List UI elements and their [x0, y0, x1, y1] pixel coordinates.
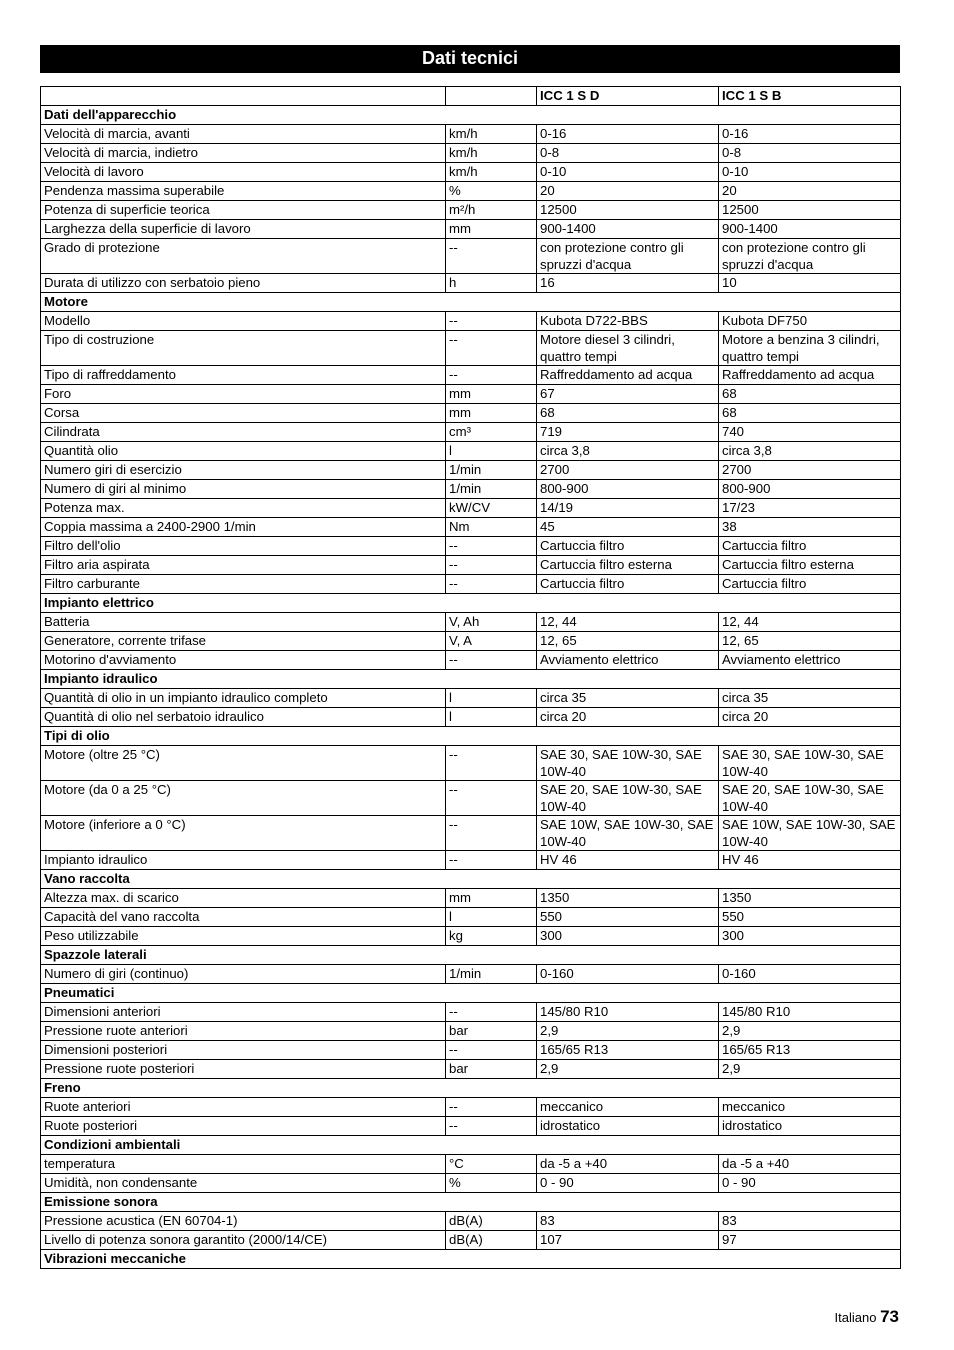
spec-value-cell-model-1: 0-8 [537, 144, 719, 163]
table-row [41, 331, 901, 366]
table-row [41, 851, 901, 870]
table-row [41, 385, 901, 404]
spec-label-cell: Quantità olio [41, 442, 446, 461]
spec-label-cell: Pressione acustica (EN 60704-1) [41, 1212, 446, 1231]
spec-label-cell: Umidità, non condensante [41, 1174, 446, 1193]
table-row [41, 312, 901, 331]
section-heading: Condizioni ambientali [41, 1136, 901, 1155]
spec-unit-cell: bar [446, 1060, 537, 1079]
spec-unit-cell: V, Ah [446, 613, 537, 632]
spec-unit-cell: -- [446, 1003, 537, 1022]
spec-value-cell-model-2: SAE 10W, SAE 10W-30, SAE 10W-40 [719, 816, 901, 851]
spec-value-cell-model-2: 12, 65 [719, 632, 901, 651]
spec-unit-cell: -- [446, 781, 537, 816]
table-row [41, 556, 901, 575]
section-row [41, 984, 901, 1003]
spec-value-cell-model-1: Motore diesel 3 cilindri, quattro tempi [537, 331, 719, 366]
table-row [41, 1174, 901, 1193]
spec-unit-cell: mm [446, 385, 537, 404]
spec-unit-cell: mm [446, 889, 537, 908]
spec-unit-cell: -- [446, 575, 537, 594]
spec-value-cell-model-1: 67 [537, 385, 719, 404]
spec-label-cell: Numero giri di esercizio [41, 461, 446, 480]
spec-value-cell-model-1: circa 35 [537, 689, 719, 708]
section-heading: Impianto elettrico [41, 594, 901, 613]
spec-unit-cell: m²/h [446, 201, 537, 220]
table-row [41, 746, 901, 781]
spec-value-cell-model-1: Cartuccia filtro [537, 575, 719, 594]
table-row [41, 1212, 901, 1231]
spec-unit-cell: V, A [446, 632, 537, 651]
spec-value-cell-model-2: 0-16 [719, 125, 901, 144]
table-row [41, 201, 901, 220]
spec-value-cell-model-1: 300 [537, 927, 719, 946]
spec-unit-cell: -- [446, 816, 537, 851]
spec-label-cell: Ruote anteriori [41, 1098, 446, 1117]
spec-label-cell: Motore (oltre 25 °C) [41, 746, 446, 781]
spec-value-cell-model-2: Avviamento elettrico [719, 651, 901, 670]
spec-value-cell-model-2: HV 46 [719, 851, 901, 870]
spec-label-cell: Foro [41, 385, 446, 404]
spec-unit-cell: kg [446, 927, 537, 946]
spec-label-cell: Filtro aria aspirata [41, 556, 446, 575]
table-row [41, 125, 901, 144]
spec-label-cell: Motore (inferiore a 0 °C) [41, 816, 446, 851]
spec-unit-cell: h [446, 274, 537, 293]
section-row [41, 946, 901, 965]
spec-value-cell-model-2: 68 [719, 385, 901, 404]
spec-value-cell-model-2: 38 [719, 518, 901, 537]
page-number: 73 [880, 1307, 899, 1326]
table-row [41, 423, 901, 442]
spec-unit-cell: l [446, 689, 537, 708]
spec-unit-cell: -- [446, 1098, 537, 1117]
table-row [41, 518, 901, 537]
spec-value-cell-model-1: 0-10 [537, 163, 719, 182]
spec-unit-cell: l [446, 442, 537, 461]
section-row [41, 870, 901, 889]
spec-value-cell-model-2: meccanico [719, 1098, 901, 1117]
section-row [41, 1193, 901, 1212]
table-row [41, 1003, 901, 1022]
spec-label-cell: Pendenza massima superabile [41, 182, 446, 201]
table-row [41, 613, 901, 632]
spec-unit-cell: l [446, 908, 537, 927]
table-row [41, 239, 901, 274]
spec-unit-cell: % [446, 1174, 537, 1193]
spec-value-cell-model-1: 107 [537, 1231, 719, 1250]
footer-language: Italiano [834, 1310, 877, 1325]
spec-unit-cell: °C [446, 1155, 537, 1174]
spec-value-cell-model-1: circa 20 [537, 708, 719, 727]
table-row [41, 1117, 901, 1136]
section-heading: Impianto idraulico [41, 670, 901, 689]
spec-label-cell: Dimensioni posteriori [41, 1041, 446, 1060]
spec-label-cell: Tipo di costruzione [41, 331, 446, 366]
spec-label-cell: Dimensioni anteriori [41, 1003, 446, 1022]
spec-value-cell-model-2: 17/23 [719, 499, 901, 518]
table-row [41, 182, 901, 201]
spec-unit-cell: % [446, 182, 537, 201]
table-header-row [41, 87, 901, 106]
spec-value-cell-model-1: da -5 a +40 [537, 1155, 719, 1174]
spec-value-cell-model-2: Motore a benzina 3 cilindri, quattro tempi [719, 331, 901, 366]
table-row [41, 366, 901, 385]
table-row [41, 1155, 901, 1174]
table-row [41, 575, 901, 594]
spec-value-cell-model-1: 83 [537, 1212, 719, 1231]
spec-value-cell-model-1: Cartuccia filtro [537, 537, 719, 556]
spec-value-cell-model-2: 1350 [719, 889, 901, 908]
table-row [41, 889, 901, 908]
spec-value-cell-model-2: circa 35 [719, 689, 901, 708]
spec-value-cell-model-2: 2,9 [719, 1060, 901, 1079]
spec-unit-cell: l [446, 708, 537, 727]
spec-label-cell: Velocità di marcia, avanti [41, 125, 446, 144]
header-cell-unit [446, 87, 537, 106]
spec-value-cell-model-1: meccanico [537, 1098, 719, 1117]
spec-label-cell: Motorino d'avviamento [41, 651, 446, 670]
spec-value-cell-model-1: 145/80 R10 [537, 1003, 719, 1022]
spec-value-cell-model-2: 300 [719, 927, 901, 946]
spec-unit-cell: mm [446, 404, 537, 423]
spec-value-cell-model-2: 0-160 [719, 965, 901, 984]
table-row [41, 816, 901, 851]
spec-value-cell-model-2: 20 [719, 182, 901, 201]
spec-value-cell-model-1: Cartuccia filtro esterna [537, 556, 719, 575]
table-row [41, 461, 901, 480]
spec-value-cell-model-1: circa 3,8 [537, 442, 719, 461]
spec-value-cell-model-2: Cartuccia filtro [719, 537, 901, 556]
section-heading: Pneumatici [41, 984, 901, 1003]
spec-label-cell: Pressione ruote posteriori [41, 1060, 446, 1079]
spec-label-cell: Generatore, corrente trifase [41, 632, 446, 651]
spec-unit-cell: bar [446, 1022, 537, 1041]
section-heading: Motore [41, 293, 901, 312]
specs-table [40, 86, 901, 1269]
spec-label-cell: Batteria [41, 613, 446, 632]
table-row [41, 908, 901, 927]
section-heading: Tipi di olio [41, 727, 901, 746]
spec-value-cell-model-2: 0 - 90 [719, 1174, 901, 1193]
table-row [41, 404, 901, 423]
spec-unit-cell: kW/CV [446, 499, 537, 518]
spec-label-cell: Velocità di lavoro [41, 163, 446, 182]
spec-value-cell-model-2: 68 [719, 404, 901, 423]
spec-value-cell-model-1: Avviamento elettrico [537, 651, 719, 670]
spec-label-cell: Motore (da 0 a 25 °C) [41, 781, 446, 816]
spec-label-cell: Capacità del vano raccolta [41, 908, 446, 927]
section-row [41, 1079, 901, 1098]
table-row [41, 537, 901, 556]
specs-table-body [41, 87, 901, 1269]
spec-unit-cell: -- [446, 851, 537, 870]
spec-value-cell-model-2: 12, 44 [719, 613, 901, 632]
spec-unit-cell: -- [446, 746, 537, 781]
spec-value-cell-model-1: 800-900 [537, 480, 719, 499]
spec-label-cell: Grado di protezione [41, 239, 446, 274]
spec-unit-cell: -- [446, 537, 537, 556]
spec-unit-cell: -- [446, 366, 537, 385]
spec-value-cell-model-1: 45 [537, 518, 719, 537]
spec-label-cell: Tipo di raffreddamento [41, 366, 446, 385]
spec-label-cell: temperatura [41, 1155, 446, 1174]
table-row [41, 144, 901, 163]
spec-value-cell-model-1: 2,9 [537, 1022, 719, 1041]
table-row [41, 274, 901, 293]
spec-value-cell-model-2: 165/65 R13 [719, 1041, 901, 1060]
spec-value-cell-model-1: 0 - 90 [537, 1174, 719, 1193]
spec-unit-cell: 1/min [446, 965, 537, 984]
spec-value-cell-model-2: circa 20 [719, 708, 901, 727]
spec-label-cell: Filtro dell'olio [41, 537, 446, 556]
spec-label-cell: Quantità di olio in un impianto idraulico completo [41, 689, 446, 708]
table-row [41, 442, 901, 461]
table-row [41, 1041, 901, 1060]
spec-unit-cell: 1/min [446, 461, 537, 480]
spec-value-cell-model-2: Raffreddamento ad acqua [719, 366, 901, 385]
spec-value-cell-model-2: con protezione contro gli spruzzi d'acqua [719, 239, 901, 274]
spec-value-cell-model-2: 0-8 [719, 144, 901, 163]
spec-value-cell-model-1: 2,9 [537, 1060, 719, 1079]
section-row [41, 670, 901, 689]
spec-label-cell: Livello di potenza sonora garantito (2000/14/CE) [41, 1231, 446, 1250]
spec-label-cell: Altezza max. di scarico [41, 889, 446, 908]
spec-value-cell-model-2: 12500 [719, 201, 901, 220]
table-row [41, 708, 901, 727]
spec-unit-cell: -- [446, 1117, 537, 1136]
section-heading: Vano raccolta [41, 870, 901, 889]
spec-unit-cell: mm [446, 220, 537, 239]
spec-value-cell-model-2: 2,9 [719, 1022, 901, 1041]
table-row [41, 220, 901, 239]
spec-unit-cell: dB(A) [446, 1212, 537, 1231]
spec-label-cell: Peso utilizzabile [41, 927, 446, 946]
spec-value-cell-model-1: 12500 [537, 201, 719, 220]
spec-value-cell-model-1: 2700 [537, 461, 719, 480]
table-row [41, 499, 901, 518]
spec-value-cell-model-2: idrostatico [719, 1117, 901, 1136]
spec-value-cell-model-2: circa 3,8 [719, 442, 901, 461]
spec-label-cell: Filtro carburante [41, 575, 446, 594]
spec-unit-cell: -- [446, 1041, 537, 1060]
spec-unit-cell: km/h [446, 163, 537, 182]
table-row [41, 651, 901, 670]
table-row [41, 1060, 901, 1079]
spec-label-cell: Impianto idraulico [41, 851, 446, 870]
spec-label-cell: Cilindrata [41, 423, 446, 442]
spec-unit-cell: -- [446, 312, 537, 331]
spec-label-cell: Coppia massima a 2400-2900 1/min [41, 518, 446, 537]
table-row [41, 927, 901, 946]
spec-unit-cell: -- [446, 651, 537, 670]
spec-unit-cell: km/h [446, 144, 537, 163]
spec-unit-cell: -- [446, 239, 537, 274]
spec-value-cell-model-2: 550 [719, 908, 901, 927]
spec-value-cell-model-1: SAE 10W, SAE 10W-30, SAE 10W-40 [537, 816, 719, 851]
section-row [41, 1136, 901, 1155]
spec-value-cell-model-2: 2700 [719, 461, 901, 480]
spec-unit-cell: cm³ [446, 423, 537, 442]
spec-value-cell-model-1: Raffreddamento ad acqua [537, 366, 719, 385]
spec-value-cell-model-1: 12, 44 [537, 613, 719, 632]
section-row [41, 727, 901, 746]
spec-value-cell-model-2: SAE 30, SAE 10W-30, SAE 10W-40 [719, 746, 901, 781]
section-heading: Freno [41, 1079, 901, 1098]
spec-value-cell-model-1: 0-16 [537, 125, 719, 144]
header-cell-model-2: ICC 1 S B [719, 87, 901, 106]
spec-value-cell-model-1: con protezione contro gli spruzzi d'acqua [537, 239, 719, 274]
spec-value-cell-model-1: 719 [537, 423, 719, 442]
section-row [41, 1250, 901, 1269]
spec-value-cell-model-1: 0-160 [537, 965, 719, 984]
spec-label-cell: Potenza di superficie teorica [41, 201, 446, 220]
spec-value-cell-model-1: 14/19 [537, 499, 719, 518]
spec-value-cell-model-2: 900-1400 [719, 220, 901, 239]
spec-label-cell: Numero di giri al minimo [41, 480, 446, 499]
spec-value-cell-model-2: 97 [719, 1231, 901, 1250]
spec-label-cell: Ruote posteriori [41, 1117, 446, 1136]
table-row [41, 1098, 901, 1117]
spec-value-cell-model-1: 12, 65 [537, 632, 719, 651]
spec-value-cell-model-1: idrostatico [537, 1117, 719, 1136]
spec-unit-cell: 1/min [446, 480, 537, 499]
spec-value-cell-model-1: Kubota D722-BBS [537, 312, 719, 331]
spec-unit-cell: dB(A) [446, 1231, 537, 1250]
spec-value-cell-model-1: SAE 30, SAE 10W-30, SAE 10W-40 [537, 746, 719, 781]
table-row [41, 632, 901, 651]
spec-unit-cell: km/h [446, 125, 537, 144]
spec-label-cell: Potenza max. [41, 499, 446, 518]
header-cell-label [41, 87, 446, 106]
table-row [41, 1022, 901, 1041]
spec-value-cell-model-2: 10 [719, 274, 901, 293]
spec-label-cell: Durata di utilizzo con serbatoio pieno [41, 274, 446, 293]
spec-value-cell-model-1: HV 46 [537, 851, 719, 870]
spec-value-cell-model-2: 800-900 [719, 480, 901, 499]
spec-value-cell-model-2: Cartuccia filtro [719, 575, 901, 594]
section-row [41, 106, 901, 125]
spec-value-cell-model-1: SAE 20, SAE 10W-30, SAE 10W-40 [537, 781, 719, 816]
section-heading: Spazzole laterali [41, 946, 901, 965]
table-row [41, 480, 901, 499]
header-cell-model-1: ICC 1 S D [537, 87, 719, 106]
spec-label-cell: Modello [41, 312, 446, 331]
section-heading: Vibrazioni meccaniche [41, 1250, 901, 1269]
spec-value-cell-model-2: Cartuccia filtro esterna [719, 556, 901, 575]
spec-unit-cell: -- [446, 331, 537, 366]
section-heading: Dati dell'apparecchio [41, 106, 901, 125]
spec-value-cell-model-1: 165/65 R13 [537, 1041, 719, 1060]
section-row [41, 594, 901, 613]
spec-value-cell-model-1: 1350 [537, 889, 719, 908]
section-row [41, 293, 901, 312]
spec-label-cell: Quantità di olio nel serbatoio idraulico [41, 708, 446, 727]
spec-label-cell: Larghezza della superficie di lavoro [41, 220, 446, 239]
spec-unit-cell: -- [446, 556, 537, 575]
spec-unit-cell: Nm [446, 518, 537, 537]
table-row [41, 689, 901, 708]
page-title: Dati tecnici [40, 45, 900, 73]
table-row [41, 1231, 901, 1250]
spec-value-cell-model-1: 20 [537, 182, 719, 201]
spec-value-cell-model-1: 900-1400 [537, 220, 719, 239]
spec-value-cell-model-2: 740 [719, 423, 901, 442]
spec-value-cell-model-2: 145/80 R10 [719, 1003, 901, 1022]
table-row [41, 781, 901, 816]
spec-value-cell-model-2: SAE 20, SAE 10W-30, SAE 10W-40 [719, 781, 901, 816]
spec-value-cell-model-2: 83 [719, 1212, 901, 1231]
spec-label-cell: Velocità di marcia, indietro [41, 144, 446, 163]
spec-value-cell-model-1: 550 [537, 908, 719, 927]
spec-value-cell-model-2: Kubota DF750 [719, 312, 901, 331]
table-row [41, 965, 901, 984]
spec-value-cell-model-2: 0-10 [719, 163, 901, 182]
spec-value-cell-model-1: 68 [537, 404, 719, 423]
spec-label-cell: Numero di giri (continuo) [41, 965, 446, 984]
page-footer [835, 1307, 899, 1327]
spec-value-cell-model-1: 16 [537, 274, 719, 293]
table-row [41, 163, 901, 182]
spec-label-cell: Corsa [41, 404, 446, 423]
spec-value-cell-model-2: da -5 a +40 [719, 1155, 901, 1174]
spec-label-cell: Pressione ruote anteriori [41, 1022, 446, 1041]
section-heading: Emissione sonora [41, 1193, 901, 1212]
